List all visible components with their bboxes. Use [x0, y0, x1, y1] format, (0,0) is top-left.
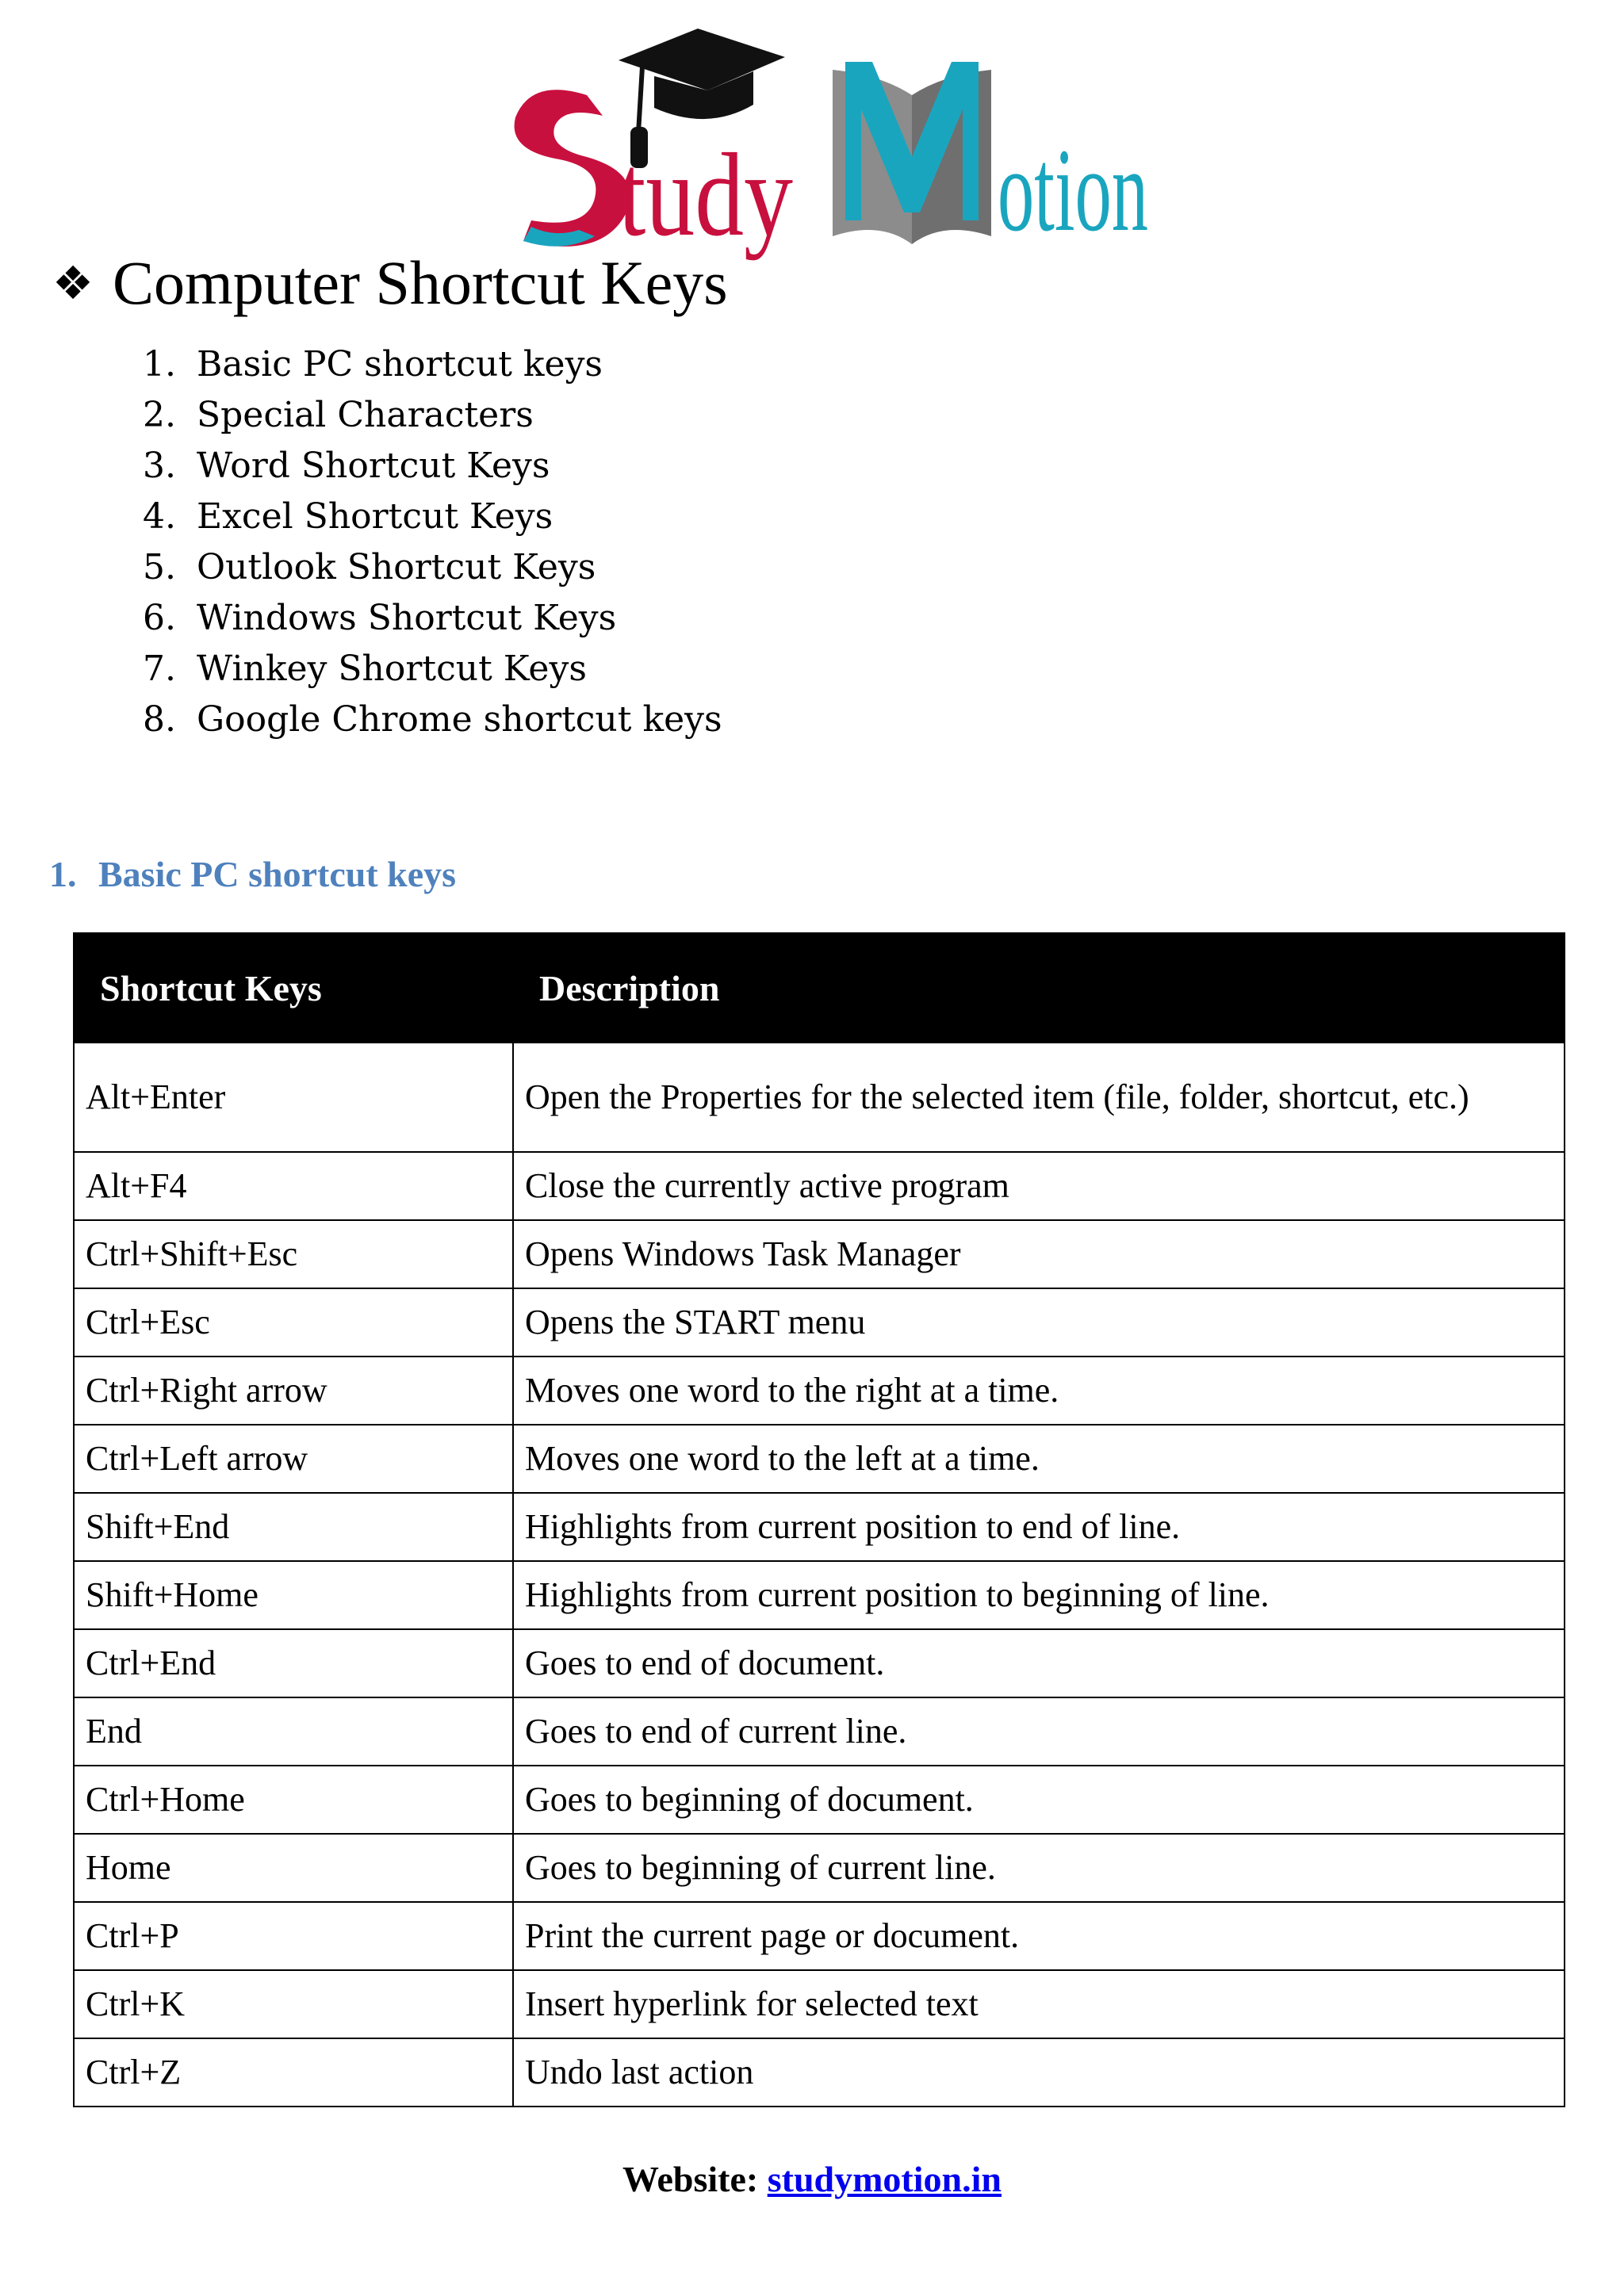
table-row — [74, 1902, 1565, 1970]
toc-item[interactable] — [143, 542, 722, 593]
table-row — [74, 1152, 1565, 1220]
description-cell: Goes to beginning of document. — [513, 1766, 1565, 1834]
shortcut-cell: Ctrl+Z — [74, 2038, 513, 2107]
shortcut-cell: Alt+F4 — [74, 1152, 513, 1220]
toc-item[interactable] — [143, 441, 722, 492]
toc-item[interactable] — [143, 390, 722, 441]
shortcut-cell: Ctrl+Esc — [74, 1288, 513, 1357]
description-cell: Close the currently active program — [513, 1152, 1565, 1220]
table-row — [74, 1629, 1565, 1697]
table-row — [74, 1425, 1565, 1493]
shortcuts-table — [73, 932, 1565, 2107]
toc-item-label: Google Chrome shortcut keys — [197, 699, 722, 740]
page-title — [52, 248, 728, 317]
shortcut-cell: Ctrl+Left arrow — [74, 1425, 513, 1493]
toc-item-number: 7. — [143, 649, 176, 689]
shortcut-cell: End — [74, 1697, 513, 1766]
diamond-bullet-icon: ❖ — [52, 256, 94, 310]
logo-word-motion: otion — [998, 124, 1148, 256]
shortcut-cell: Alt+Enter — [74, 1043, 513, 1152]
table-header-row — [74, 933, 1565, 1043]
shortcut-cell: Ctrl+Right arrow — [74, 1357, 513, 1425]
logo-s-letter — [515, 90, 630, 247]
table-row — [74, 1970, 1565, 2038]
section-heading — [49, 853, 456, 895]
toc-item-number: 4. — [143, 496, 176, 537]
toc-item-number: 8. — [143, 699, 176, 740]
table-of-contents — [143, 339, 722, 745]
toc-item-number: 6. — [143, 598, 176, 638]
table-row — [74, 1561, 1565, 1629]
studymotion-logo — [500, 22, 1150, 260]
toc-item[interactable] — [143, 593, 722, 644]
table-row — [74, 1357, 1565, 1425]
shortcut-cell: Ctrl+Shift+Esc — [74, 1220, 513, 1288]
footer — [0, 2158, 1624, 2200]
description-cell: Opens Windows Task Manager — [513, 1220, 1565, 1288]
footer-label: Website: — [622, 2159, 759, 2199]
shortcut-cell: Shift+Home — [74, 1561, 513, 1629]
toc-item-label: Special Characters — [197, 395, 534, 435]
toc-item[interactable] — [143, 339, 722, 390]
toc-item[interactable] — [143, 644, 722, 695]
description-cell: Open the Properties for the selected item (file, folder, shortcut, etc.) — [513, 1043, 1565, 1152]
description-cell: Print the current page or document. — [513, 1902, 1565, 1970]
table-row — [74, 1220, 1565, 1288]
table-row — [74, 1288, 1565, 1357]
toc-item[interactable] — [143, 695, 722, 745]
description-cell: Goes to end of document. — [513, 1629, 1565, 1697]
shortcut-cell: Home — [74, 1834, 513, 1902]
column-header-description: Description — [513, 933, 1565, 1043]
description-cell: Moves one word to the left at a time. — [513, 1425, 1565, 1493]
table-body — [74, 1043, 1565, 2107]
table-row — [74, 1493, 1565, 1561]
toc-item-label: Winkey Shortcut Keys — [197, 649, 587, 689]
toc-item-label: Excel Shortcut Keys — [197, 496, 553, 537]
page-title-text: Computer Shortcut Keys — [113, 248, 728, 317]
table-row — [74, 2038, 1565, 2107]
toc-item-number: 5. — [143, 547, 176, 587]
shortcut-cell: Ctrl+Home — [74, 1766, 513, 1834]
toc-item-label: Windows Shortcut Keys — [197, 598, 617, 638]
book-icon — [833, 62, 991, 244]
description-cell: Goes to beginning of current line. — [513, 1834, 1565, 1902]
description-cell: Insert hyperlink for selected text — [513, 1970, 1565, 2038]
description-cell: Highlights from current position to end of line. — [513, 1493, 1565, 1561]
description-cell: Goes to end of current line. — [513, 1697, 1565, 1766]
section-number: 1. — [49, 854, 77, 894]
description-cell: Opens the START menu — [513, 1288, 1565, 1357]
toc-item[interactable] — [143, 492, 722, 542]
description-cell: Highlights from current position to beginning of line. — [513, 1561, 1565, 1629]
table-row — [74, 1834, 1565, 1902]
toc-item-label: Outlook Shortcut Keys — [197, 547, 596, 587]
toc-item-label: Basic PC shortcut keys — [197, 344, 603, 385]
description-cell: Moves one word to the right at a time. — [513, 1357, 1565, 1425]
toc-item-number: 3. — [143, 446, 176, 486]
description-cell: Undo last action — [513, 2038, 1565, 2107]
table-row — [74, 1043, 1565, 1152]
shortcut-cell: Ctrl+P — [74, 1902, 513, 1970]
shortcut-cell: Ctrl+End — [74, 1629, 513, 1697]
toc-item-number: 1. — [143, 344, 176, 385]
logo-word-study: tudy — [619, 129, 793, 261]
website-link[interactable]: studymotion.in — [767, 2159, 1002, 2199]
column-header-shortcut: Shortcut Keys — [74, 933, 513, 1043]
shortcut-cell: Shift+End — [74, 1493, 513, 1561]
toc-item-label: Word Shortcut Keys — [197, 446, 550, 486]
table-row — [74, 1697, 1565, 1766]
toc-item-number: 2. — [143, 395, 176, 435]
section-title: Basic PC shortcut keys — [98, 854, 457, 894]
table-row — [74, 1766, 1565, 1834]
shortcut-cell: Ctrl+K — [74, 1970, 513, 2038]
